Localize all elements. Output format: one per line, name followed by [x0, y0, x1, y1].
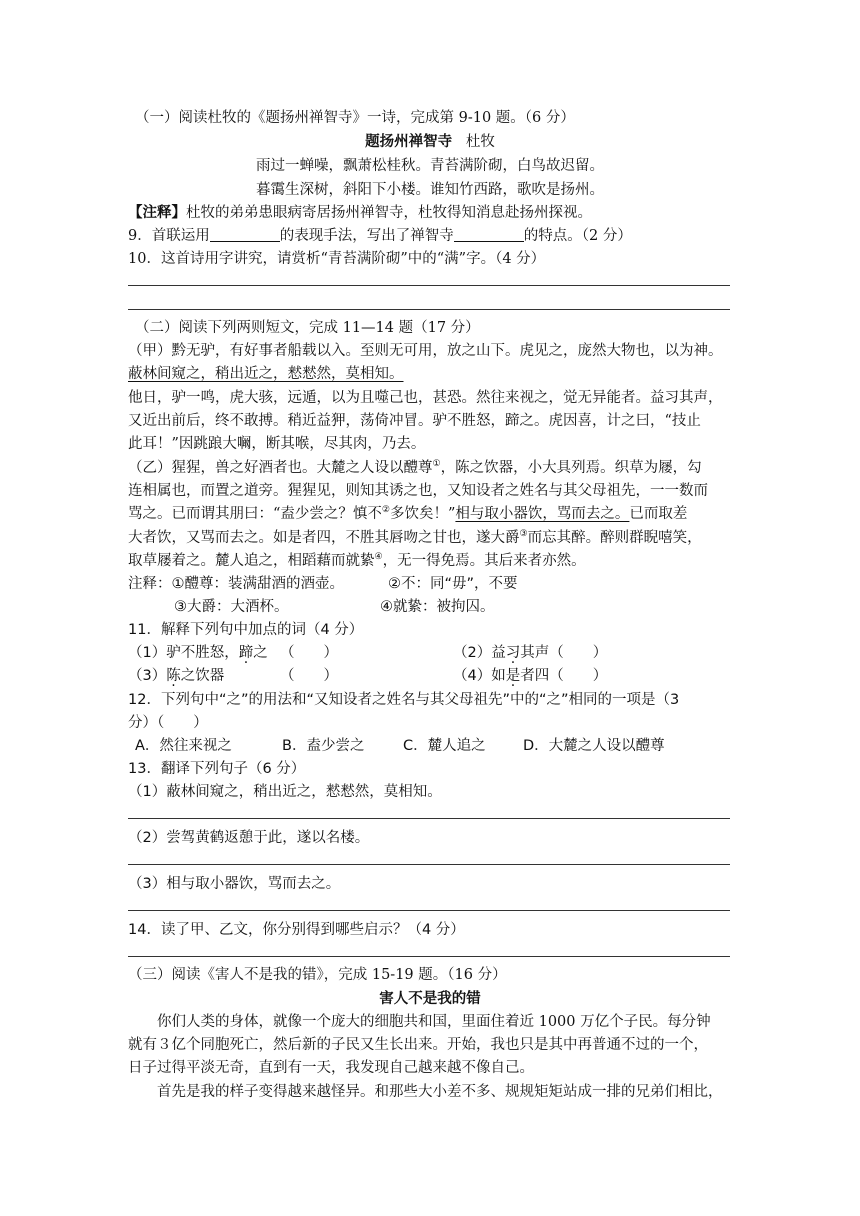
footnote-mark: ①	[432, 459, 441, 470]
question-14: 14．读了甲、乙文，你分别得到哪些启示？（4 分）	[128, 922, 465, 938]
question-12: 12．下列句中“之”的用法和“又知设者之姓名与其父母祖先”中的“之”相同的一项是（3	[128, 692, 680, 708]
article-paragraph-line: 首先是我的样子变得越来越怪异。和那些大小差不多、规规矩矩站成一排的兄弟们相比，	[157, 1084, 723, 1100]
q11-item-2	[453, 643, 607, 663]
section2-header: （二）阅读下列两则短文，完成 11—14 题（17 分）	[135, 320, 480, 336]
q9-blank-2[interactable]	[454, 227, 524, 242]
text-segment: （1）驴不胜怒，	[128, 645, 239, 661]
footnote-mark: ②	[381, 505, 390, 516]
text-segment: 骂之。已而谓其朋曰：“盍少尝之？慎不	[128, 506, 382, 522]
question-12-cont: 分）（ ）	[128, 715, 208, 731]
q9-part-a: 9．首联运用	[128, 228, 210, 244]
text-segment: 之饮器	[180, 668, 225, 684]
answer-line	[128, 309, 730, 310]
footnote-3: ③大爵：大酒杯。	[174, 599, 289, 615]
text-segment: （3）	[128, 668, 167, 684]
text-yi-line	[128, 528, 702, 548]
text-yi-line	[128, 504, 687, 524]
note-label: 【注释】	[128, 205, 186, 221]
q13-item-2: （2）尝驾黄鹤返憩于此，遂以名楼。	[128, 830, 370, 846]
q9-blank-1[interactable]	[210, 227, 280, 242]
answer-line	[128, 864, 730, 865]
dotted-word: 是	[505, 668, 521, 684]
poem-line-2: 暮霭生深树，斜阳下小楼。谁知竹西路，歌吹是扬州。	[256, 182, 604, 198]
q9-part-b: 的表现手法，写出了禅智寺	[279, 228, 454, 244]
text-jia-line: 又近出前后，终不敢搏。稍近益狎，荡倚冲冒。驴不胜怒，蹄之。虎因喜，计之曰，“技止	[128, 413, 701, 429]
poem-note	[128, 203, 592, 223]
q11-item-3	[128, 666, 224, 686]
text-segment: （乙）猩猩，兽之好酒者也。大麓之人设以醴尊	[128, 460, 433, 476]
dotted-word: 陈	[166, 668, 181, 684]
text-yi-line: 连相属也，而置之道旁。猩猩见，则知其诱之也，又知设者之姓名与其父母祖先，一一数而	[128, 483, 708, 499]
text-segment: （2）益	[453, 645, 506, 661]
poem-heading	[0, 132, 860, 152]
dotted-word: 习	[505, 645, 521, 661]
text-segment: 取草屦着之。麓人追之，相蹈藉而就絷	[128, 553, 375, 569]
text-jia-line: （甲）黔无驴，有好事者船载以入。至则无可用，放之山下。虎见之，庞然大物也，以为神。	[128, 343, 723, 359]
text-segment: 多饮矣！”	[390, 506, 456, 522]
answer-line	[128, 910, 730, 911]
q11-item-4	[453, 666, 607, 686]
text-segment: ，陈之饮器，小大具列焉。织草为屦，勾	[440, 460, 702, 476]
article-paragraph-line: 你们人类的身体，就像一个庞大的细胞共和国，里面住着近 1000 万亿个子民。每分钟	[157, 1014, 711, 1030]
poem-line-1: 雨过一蝉噪，飘萧松桂秋。青苔满阶砌，白鸟故迟留。	[256, 158, 604, 174]
footnote-mark: ④	[374, 552, 383, 563]
footnote-mark: ③	[519, 529, 528, 540]
text-segment: 其声（ ）	[520, 645, 608, 661]
question-10: 10．这首诗用字讲究，请赏析“青苔满阶砌”中的“满”字。（4 分）	[128, 251, 546, 267]
question-9	[128, 226, 632, 246]
poem-author: 杜牧	[465, 134, 495, 150]
answer-line	[128, 956, 730, 957]
article-paragraph-line: 日子过得平淡无奇，直到有一天，我发现自己越来越不像自己。	[128, 1060, 534, 1076]
poem-title: 题扬州禅智寺	[365, 134, 453, 150]
article-title: 害人不是我的错	[379, 991, 481, 1007]
q12-option-a[interactable]: A．然往来视之	[135, 738, 232, 754]
text-segment: 已而取差	[629, 506, 688, 522]
q12-option-d[interactable]: D．大麓之人设以醴尊	[523, 738, 665, 754]
text-segment: 者四（ ）	[520, 668, 608, 684]
note-text: 杜牧的弟弟患眼病寄居扬州禅智寺，杜牧得知消息赴扬州探视。	[186, 205, 592, 221]
question-11: 11．解释下列句中加点的词（4 分）	[128, 622, 364, 638]
text-segment: 之	[253, 645, 268, 661]
text-jia-line: 他日，驴一鸣，虎大骇，远遁，以为且噬己也，甚恐。然往来视之，觉无异能者。益习其声，	[128, 390, 723, 406]
answer-line	[128, 285, 730, 286]
q12-option-c[interactable]: C．麓人追之	[403, 738, 486, 754]
q11-item-3-answer[interactable]: （ ）	[280, 668, 338, 684]
section1-header: （一）阅读杜牧的《题扬州禅智寺》一诗，完成第 9-10 题。（6 分）	[135, 110, 575, 126]
q11-item-1	[128, 643, 268, 663]
text-jia-line	[128, 364, 404, 384]
question-13: 13．翻译下列句子（6 分）	[128, 761, 306, 777]
q11-item-1-answer[interactable]: （ ）	[280, 645, 338, 661]
footnote-2: ②不：同“毋”，不要	[388, 576, 518, 592]
section3-header: （三）阅读《害人不是我的错》，完成 15-19 题。（16 分）	[128, 967, 507, 983]
underlined-sentence: 相与取小器饮，骂而去之。	[455, 506, 630, 522]
text-yi-line	[128, 458, 702, 478]
footnote-4: ④就絷：被拘囚。	[380, 599, 495, 615]
q9-part-c: 的特点。（2 分）	[523, 228, 632, 244]
text-jia-line: 此耳！”因跳踉大㘎，断其喉，尽其肉，乃去。	[128, 436, 426, 452]
footnote-1: 注释：①醴尊：装满甜酒的酒壶。	[128, 576, 344, 592]
text-yi-line	[128, 551, 586, 571]
text-segment: ，无一得免焉。其后来者亦然。	[382, 553, 586, 569]
text-segment: （4）如	[453, 668, 506, 684]
underlined-sentence: 蔽林间窥之，稍出近之，慭慭然，莫相知。	[128, 366, 404, 382]
dotted-word: 蹄	[238, 645, 254, 661]
q13-item-1: （1）蔽林间窥之，稍出近之，慭慭然，莫相知。	[128, 784, 442, 800]
article-paragraph-line: 就有３亿个同胞死亡，然后新的子民又生长出来。开始，我也只是其中再普通不过的一个，	[128, 1037, 708, 1053]
text-segment: 大者饮，又骂而去之。如是者四，不胜其唇吻之甘也，遂大爵	[128, 530, 520, 546]
q12-option-b[interactable]: B．盍少尝之	[282, 738, 365, 754]
text-segment: 而忘其醉。醉则群睨嘻笑，	[527, 530, 702, 546]
q13-item-3: （3）相与取小器饮，骂而去之。	[128, 876, 341, 892]
answer-line	[128, 818, 730, 819]
